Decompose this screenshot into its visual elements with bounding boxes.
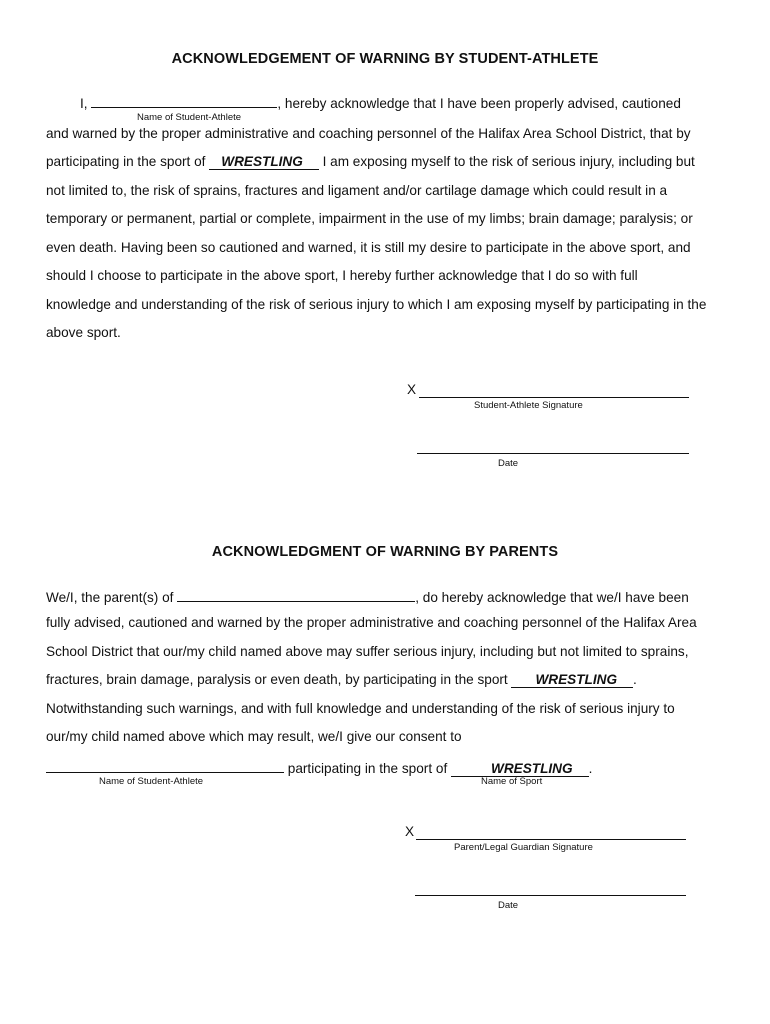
athlete-signature-caption: Student-Athlete Signature bbox=[474, 400, 583, 411]
parent-line-6: our/my child named above which may result, we/I give our consent to bbox=[46, 729, 462, 744]
parent-athlete-name-field[interactable] bbox=[46, 758, 284, 773]
parent-date-caption: Date bbox=[498, 900, 519, 911]
parent-sport-value: WRESTLING bbox=[511, 672, 633, 688]
athlete-date-caption: Date bbox=[498, 458, 519, 469]
athlete-line-3-suffix: I am exposing myself to the risk of serious injury, including but bbox=[322, 154, 695, 169]
athlete-line-5: temporary or permanent, partial or complete, impairment in the use of my limbs; brain damage; paralysis; or bbox=[46, 211, 693, 226]
athlete-line-4: not limited to, the risk of sprains, fractures and ligament and/or cartilage damage which could result in a bbox=[46, 183, 668, 198]
parent-line-4 bbox=[46, 672, 637, 688]
athlete-line-3-prefix: participating in the sport of bbox=[46, 154, 206, 169]
parent-sport-name-caption: Name of Sport bbox=[481, 776, 543, 787]
parent-line-1-prefix: We/I, the parent(s) of bbox=[46, 590, 174, 605]
athlete-section-title: ACKNOWLEDGEMENT OF WARNING BY STUDENT-ATHLETE bbox=[171, 51, 599, 67]
parent-line-2: fully advised, cautioned and warned by the proper administrative and coaching personnel of the Halifax Area bbox=[46, 615, 697, 630]
parent-date-line[interactable] bbox=[415, 894, 686, 896]
athlete-line-9: above sport. bbox=[46, 325, 121, 340]
athlete-line-1-suffix: , hereby acknowledge that I have been properly advised, cautioned bbox=[277, 96, 681, 111]
student-athlete-name-field[interactable] bbox=[91, 93, 277, 108]
parent-line-1-suffix: , do hereby acknowledge that we/I have been bbox=[415, 590, 689, 605]
athlete-signature-line[interactable] bbox=[419, 396, 689, 398]
athlete-line-6: even death. Having been so cautioned and warned, it is still my desire to participate in the above sport, and bbox=[46, 240, 691, 255]
athlete-line-8: knowledge and understanding of the risk of serious injury to which I am exposing myself by participating in the bbox=[46, 297, 707, 312]
parent-sport-name-field: WRESTLING bbox=[451, 761, 589, 777]
parent-athlete-name-caption: Name of Student-Athlete bbox=[99, 776, 204, 787]
athlete-line-7: should I choose to participate in the above sport, I hereby further acknowledge that I do so with full bbox=[46, 268, 638, 283]
parent-line-4-suffix: . bbox=[633, 672, 637, 687]
parent-line-5: Notwithstanding such warnings, and with full knowledge and understanding of the risk of serious injury to bbox=[46, 701, 675, 716]
parent-line-1 bbox=[46, 587, 689, 605]
parent-signature-mark: X bbox=[405, 824, 415, 839]
athlete-sport-value: WRESTLING bbox=[209, 154, 319, 170]
parent-line-3: School District that our/my child named above may suffer serious injury, including but not limited to sprains, bbox=[46, 644, 689, 659]
athlete-line-1 bbox=[80, 93, 681, 111]
parent-line-7-suffix: . bbox=[588, 761, 593, 776]
parent-line-7 bbox=[46, 758, 592, 777]
athlete-signature-mark: X bbox=[407, 382, 417, 397]
student-athlete-name-caption: Name of Student-Athlete bbox=[137, 112, 242, 123]
parent-section-title: ACKNOWLEDGMENT OF WARNING BY PARENTS bbox=[211, 544, 559, 560]
parent-line-4-prefix: fractures, brain damage, paralysis or even death, by participating in the sport bbox=[46, 672, 508, 687]
athlete-date-line[interactable] bbox=[417, 452, 689, 454]
parent-line-7-middle: participating in the sport of bbox=[287, 761, 448, 776]
athlete-line-2: and warned by the proper administrative and coaching personnel of the Halifax Area School District, that by bbox=[46, 126, 691, 141]
parent-signature-caption: Parent/Legal Guardian Signature bbox=[454, 842, 593, 853]
parent-signature-line[interactable] bbox=[416, 838, 686, 840]
athlete-line-1-prefix: I, bbox=[80, 96, 88, 111]
athlete-line-3 bbox=[46, 154, 695, 170]
parent-child-name-field[interactable] bbox=[177, 587, 415, 602]
